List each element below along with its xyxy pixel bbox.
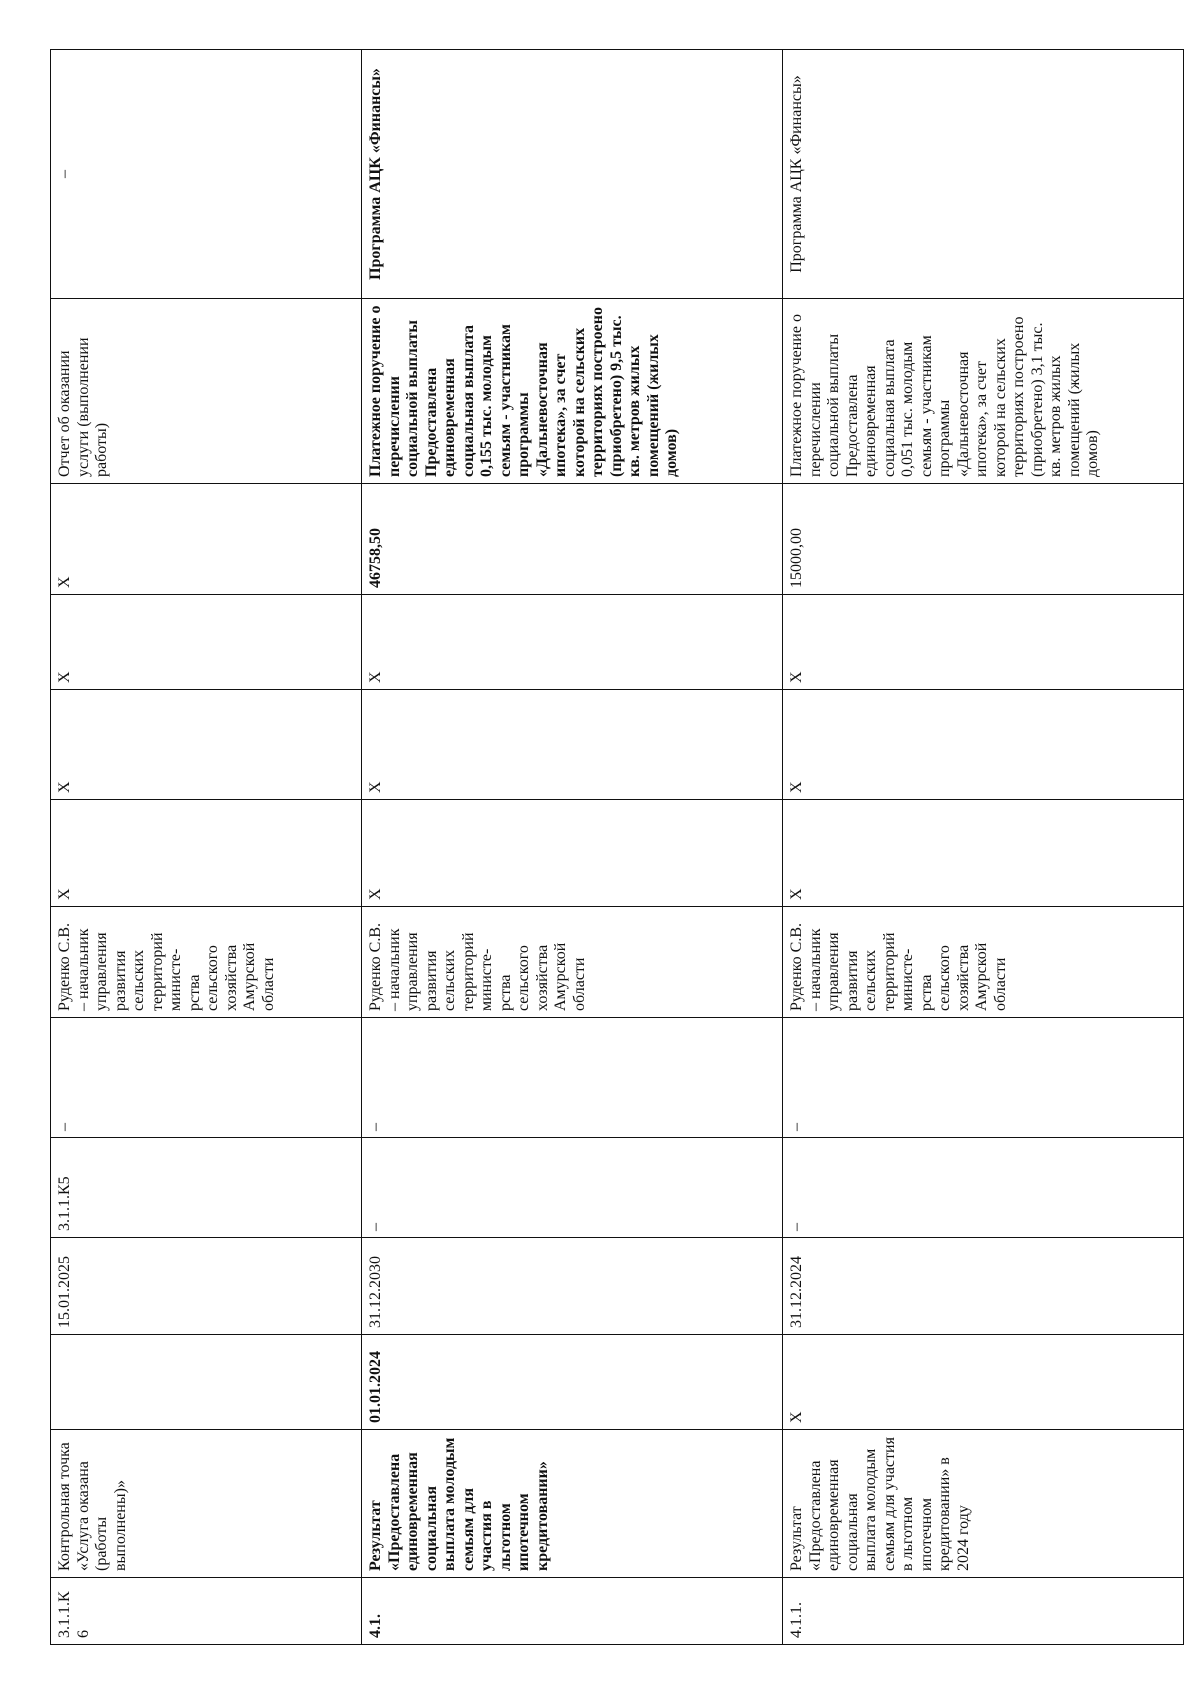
- row-amount: 46758,50: [362, 484, 783, 595]
- row-end-date: 15.01.2025: [51, 1238, 362, 1335]
- row-code: 4.1.1.: [783, 1578, 1184, 1645]
- row-start-date: [51, 1335, 362, 1430]
- row-link-1: 3.1.1.К5: [51, 1138, 362, 1238]
- row-amount: Х: [51, 484, 362, 595]
- row-document: Платежное поручение о перечислении социальной выплаты Предоставлена единовременная социальная выплата 0,155 тыс. молодым семьям - участникам программы «Дальневосточная ипотека», за счет которой на сельских территориях построено (приобретено) 9,5 тыс. кв. метров жилых помещений (жилых домов): [362, 299, 783, 484]
- row-responsible: Руденко С.В. – начальник управления развития сельских территорий министе-рства сельского хозяйства Амурской области: [362, 907, 783, 1018]
- row-col9: Х: [362, 690, 783, 800]
- table-row: [362, 50, 783, 1645]
- rotated-table-page: [50, 50, 1150, 1645]
- row-system: –: [51, 50, 362, 299]
- row-code: 3.1.1.К6: [51, 1578, 362, 1645]
- row-col9: Х: [783, 690, 1184, 800]
- row-col10: Х: [362, 595, 783, 690]
- row-system: Программа АЦК «Финансы»: [783, 50, 1184, 299]
- row-responsible: Руденко С.В. – начальник управления развития сельских территорий министе-рства сельского хозяйства Амурской области: [783, 907, 1184, 1018]
- row-code: 4.1.: [362, 1578, 783, 1645]
- row-name: Результат «Предоставлена единовременная социальная выплата молодым семьям для участия в льготном ипотечном кредитовании» в 2024 году: [783, 1430, 1184, 1578]
- plan-table: [50, 49, 1184, 1645]
- row-start-date: Х: [783, 1335, 1184, 1430]
- row-start-date: 01.01.2024: [362, 1335, 783, 1430]
- table-row: [51, 50, 362, 1645]
- row-system: Программа АЦК «Финансы»: [362, 50, 783, 299]
- table-row: [783, 50, 1184, 1645]
- row-link-1: –: [783, 1138, 1184, 1238]
- row-col8: Х: [362, 800, 783, 907]
- row-end-date: 31.12.2024: [783, 1238, 1184, 1335]
- row-responsible: Руденко С.В. – начальник управления развития сельских территорий министе-рства сельского хозяйства Амурской области: [51, 907, 362, 1018]
- row-col8: Х: [51, 800, 362, 907]
- row-name: Контрольная точка «Услуга оказана (работы выполнены)»: [51, 1430, 362, 1578]
- row-col8: Х: [783, 800, 1184, 907]
- row-link-2: –: [783, 1018, 1184, 1138]
- row-link-2: –: [51, 1018, 362, 1138]
- row-document: Отчет об оказании услуги (выполнении работы): [51, 299, 362, 484]
- row-document: Платежное поручение о перечислении социальной выплаты Предоставлена единовременная социальная выплата 0,051 тыс. молодым семьям - участникам программы «Дальневосточная ипотека», за счет которой на сельских территориях построено (приобретено) 3,1 тыс. кв. метров жилых помещений (жилых домов): [783, 299, 1184, 484]
- row-link-1: –: [362, 1138, 783, 1238]
- row-col10: Х: [51, 595, 362, 690]
- row-amount: 15000,00: [783, 484, 1184, 595]
- row-end-date: 31.12.2030: [362, 1238, 783, 1335]
- row-col9: Х: [51, 690, 362, 800]
- row-col10: Х: [783, 595, 1184, 690]
- row-name: Результат «Предоставлена единовременная социальная выплата молодым семьям для участия в льготном ипотечном кредитовании»: [362, 1430, 783, 1578]
- row-link-2: –: [362, 1018, 783, 1138]
